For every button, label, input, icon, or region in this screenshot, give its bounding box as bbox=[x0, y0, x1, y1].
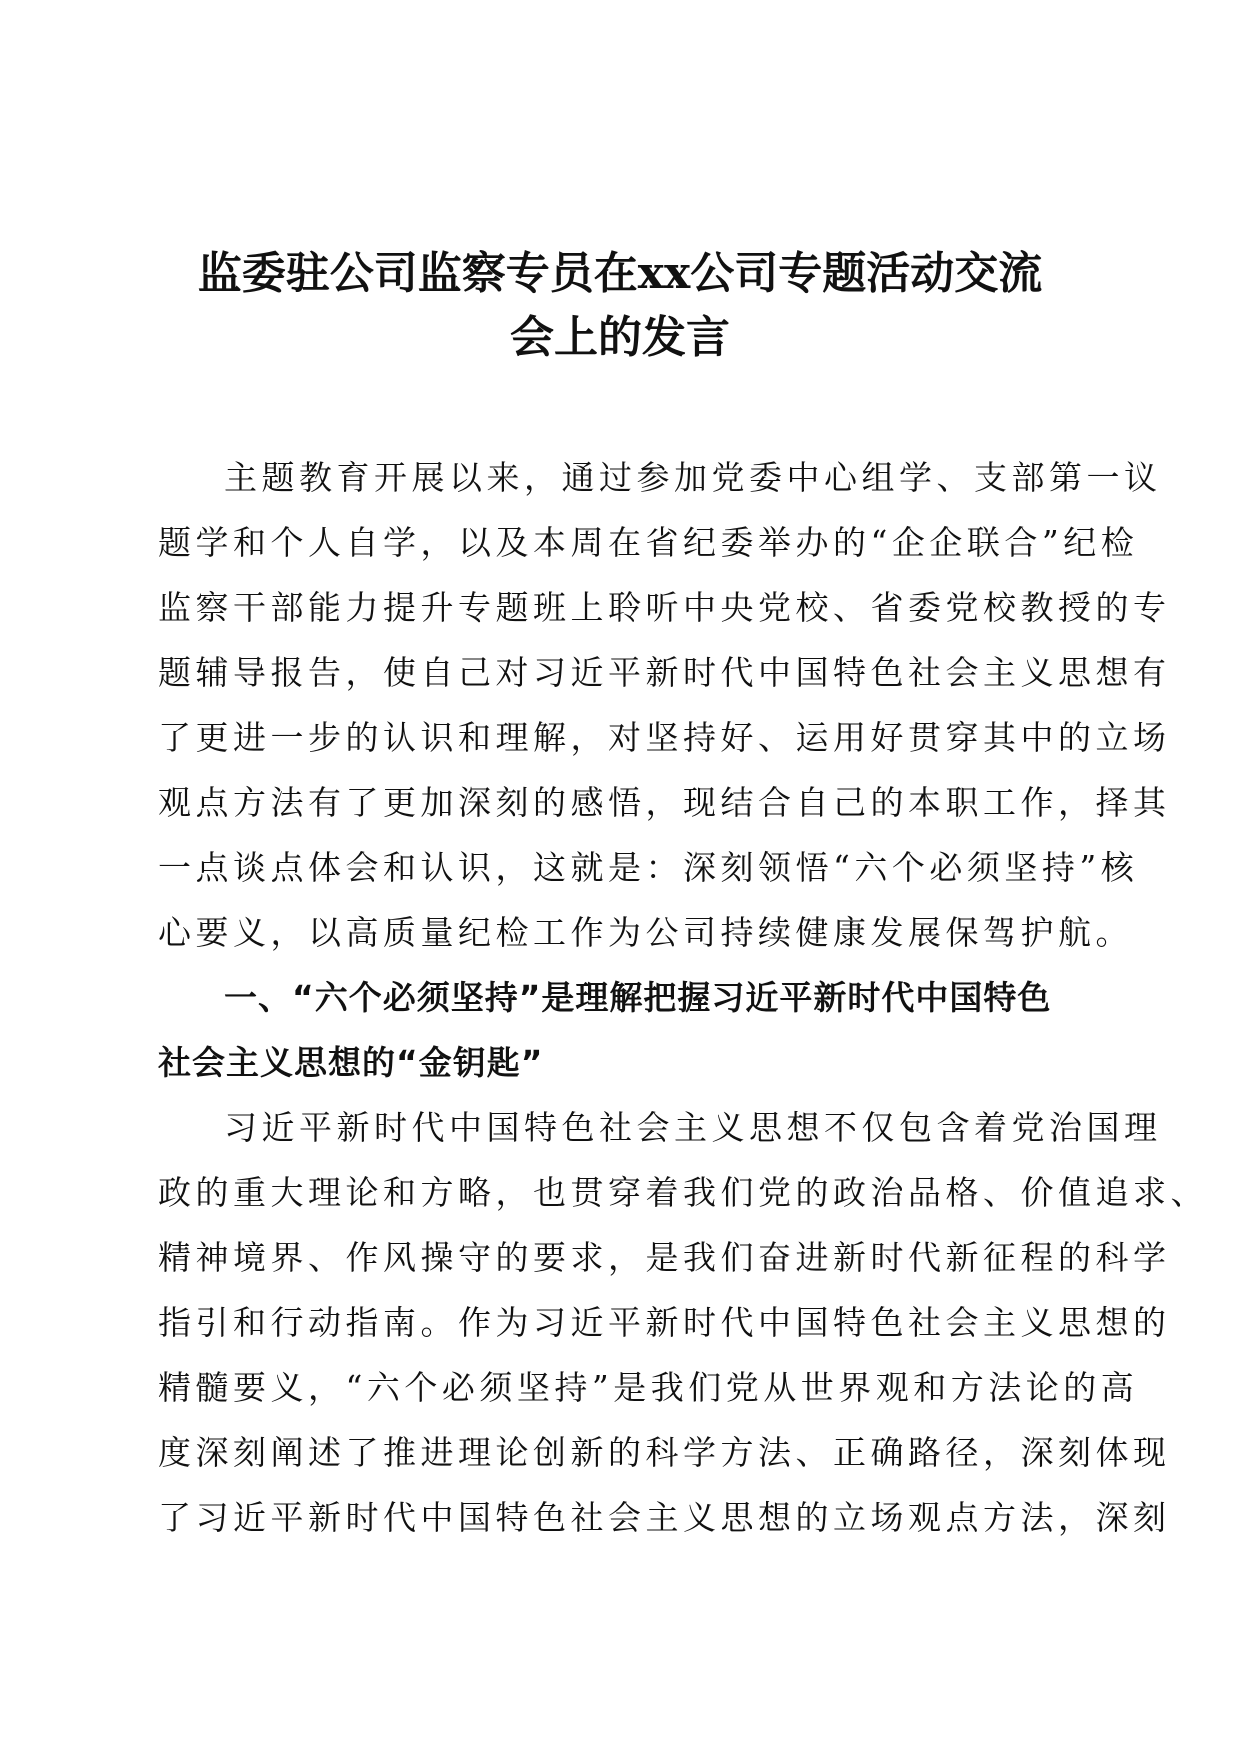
paragraph-2-line-7: 了习近平新时代中国特色社会主义思想的立场观点方法，深刻 bbox=[158, 1498, 1171, 1537]
paragraph-2-line-2: 政的重大理论和方略，也贯穿着我们党的政治品格、价值追求、 bbox=[158, 1173, 1208, 1212]
paragraph-1-line-7: 一点谈点体会和认识，这就是：深刻领悟“六个必须坚持”核 bbox=[158, 848, 1139, 887]
section-heading-line-2: 社会主义思想的“金钥匙” bbox=[158, 1043, 544, 1082]
paragraph-2-line-3: 精神境界、作风操守的要求，是我们奋进新时代新征程的科学 bbox=[158, 1238, 1171, 1277]
paragraph-1-line-5: 了更进一步的认识和理解，对坚持好、运用好贯穿其中的立场 bbox=[158, 718, 1171, 757]
paragraph-1-line-3: 监察干部能力提升专题班上聆听中央党校、省委党校教授的专 bbox=[158, 588, 1171, 627]
paragraph-1-line-4: 题辅导报告，使自己对习近平新时代中国特色社会主义思想有 bbox=[158, 653, 1171, 692]
title-line-2: 会上的发言 bbox=[510, 312, 730, 363]
paragraph-1-line-2: 题学和个人自学，以及本周在省纪委举办的“企企联合”纪检 bbox=[158, 523, 1139, 562]
paragraph-2-line-6: 度深刻阐述了推进理论创新的科学方法、正确路径，深刻体现 bbox=[158, 1433, 1171, 1472]
paragraph-2-line-5: 精髓要义，“六个必须坚持”是我们党从世界观和方法论的高 bbox=[158, 1368, 1139, 1407]
document-body bbox=[158, 445, 1208, 1550]
document-title bbox=[140, 242, 1100, 370]
paragraph-2-line-1: 习近平新时代中国特色社会主义思想不仅包含着党治国理 bbox=[224, 1108, 1162, 1147]
title-line-1: 监委驻公司监察专员在xx公司专题活动交流 bbox=[197, 248, 1043, 299]
paragraph-1-line-8: 心要义，以高质量纪检工作为公司持续健康发展保驾护航。 bbox=[158, 913, 1133, 952]
paragraph-1-line-6: 观点方法有了更加深刻的感悟，现结合自己的本职工作，择其 bbox=[158, 783, 1171, 822]
paragraph-1-line-1: 主题教育开展以来，通过参加党委中心组学、支部第一议 bbox=[224, 458, 1162, 497]
section-heading-line-1: 一、“六个必须坚持”是理解把握习近平新时代中国特色 bbox=[224, 978, 1052, 1017]
paragraph-2-line-4: 指引和行动指南。作为习近平新时代中国特色社会主义思想的 bbox=[158, 1303, 1171, 1342]
